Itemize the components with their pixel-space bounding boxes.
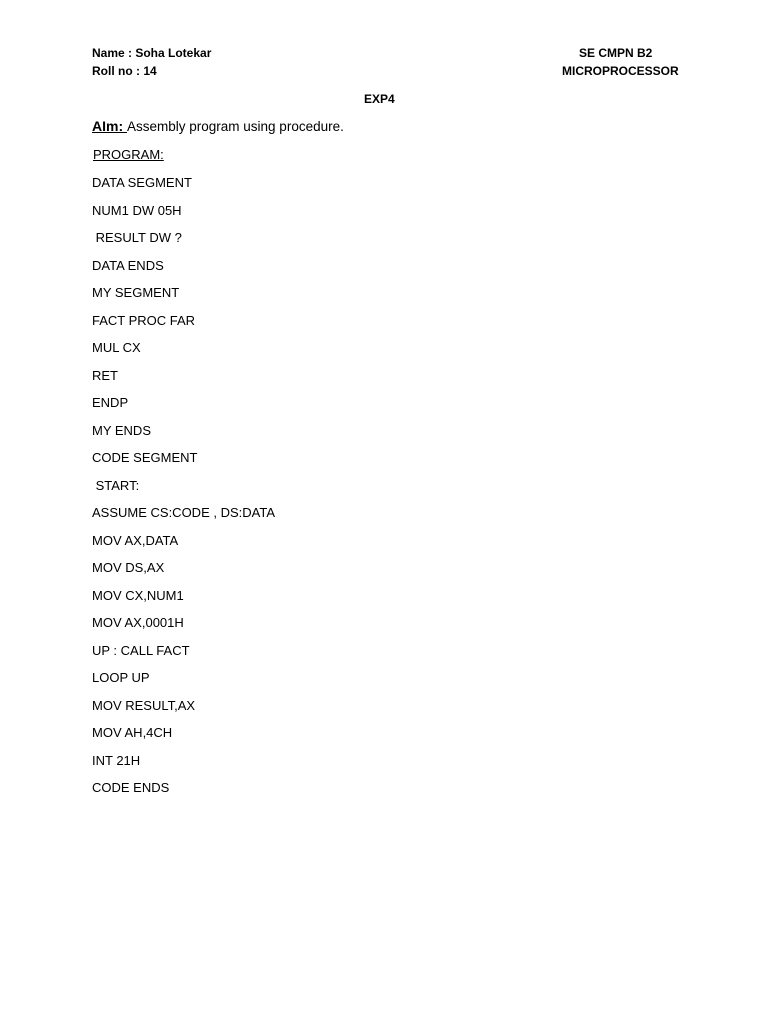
code-line: INT 21H (92, 752, 141, 768)
subject-name: MICROPROCESSOR (562, 64, 679, 78)
roll-number: Roll no : 14 (92, 64, 157, 78)
aim-line (92, 116, 344, 137)
code-line: MOV RESULT,AX (92, 697, 196, 713)
code-line: RET (92, 367, 118, 383)
code-line: MY SEGMENT (92, 285, 180, 300)
code-line: DATA SEGMENT (92, 175, 192, 190)
code-line: MOV AX,0001H (92, 615, 184, 630)
code-line: MUL CX (92, 340, 141, 355)
code-line: MOV CX,NUM1 (92, 587, 184, 603)
code-line: NUM1 DW 05H (92, 202, 182, 218)
code-line: UP : CALL FACT (92, 642, 190, 658)
program-code (92, 174, 275, 807)
aim-text: Assembly program using procedure. (127, 119, 344, 134)
code-line: FACT PROC FAR (92, 312, 196, 328)
experiment-title: EXP4 (364, 92, 395, 106)
code-line: START: (92, 477, 140, 493)
code-line: CODE SEGMENT (92, 450, 198, 465)
code-line: LOOP UP (92, 670, 150, 685)
class-division: SE CMPN B2 (579, 46, 653, 60)
code-line: DATA ENDS (92, 257, 164, 273)
code-line: MOV AX,DATA (92, 532, 179, 548)
code-line: CODE ENDS (92, 780, 170, 795)
code-line: ENDP (92, 395, 129, 410)
code-line: ASSUME CS:CODE , DS:DATA (92, 505, 275, 520)
code-line: MOV AH,4CH (92, 725, 173, 740)
student-name: Name : Soha Lotekar (92, 46, 212, 60)
aim-label: AIm: (92, 118, 127, 134)
code-line: MOV DS,AX (92, 560, 165, 575)
code-line: RESULT DW ? (92, 230, 182, 245)
code-line: MY ENDS (92, 422, 151, 438)
program-heading: PROGRAM: (93, 147, 164, 162)
